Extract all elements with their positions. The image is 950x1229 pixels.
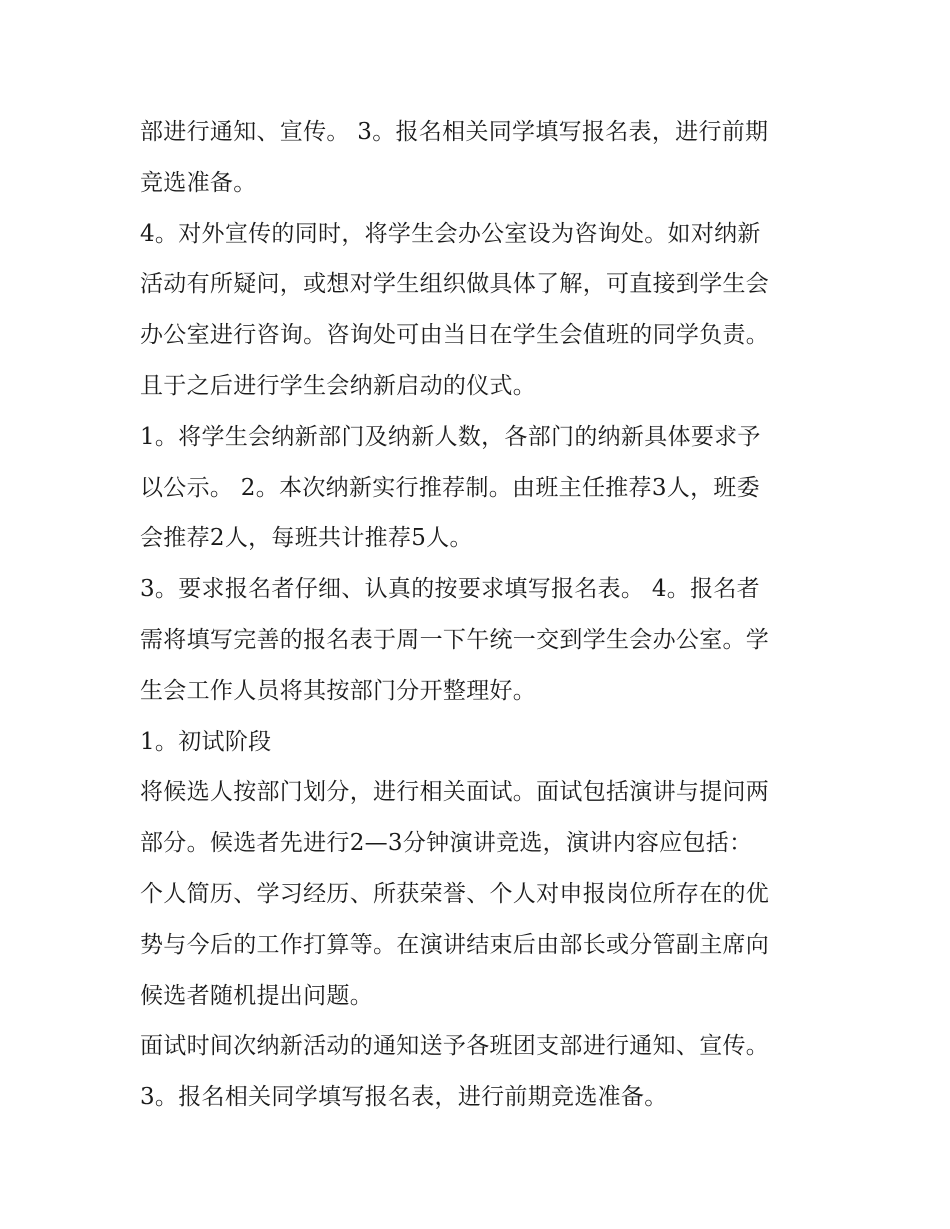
text-line: 面试时间次纳新活动的通知送予各班团支部进行通知、宣传。: [140, 1033, 770, 1060]
text-line: 个人简历、学习经历、所获荣誉、个人对申报岗位所存在的优: [140, 880, 770, 907]
text-line: 候选者随机提出问题。: [140, 982, 373, 1009]
text-line: 需将填写完善的报名表于周一下午统一交到学生会办公室。学: [140, 626, 770, 653]
text-line: 部进行通知、宣传。 3。报名相关同学填写报名表，进行前期: [140, 119, 769, 145]
text-line: 且于之后进行学生会纳新启动的仪式。: [140, 372, 537, 399]
document-body: [140, 107, 840, 1123]
text-line: 势与今后的工作打算等。在演讲结束后由部长或分管副主席向: [140, 931, 770, 958]
text-line: 1。将学生会纳新部门及纳新人数，各部门的纳新具体要求予: [140, 423, 761, 450]
text-line: 活动有所疑问，或想对学生组织做具体了解，可直接到学生会: [140, 271, 770, 298]
text-line: 以公示。 2。本次纳新实行推荐制。由班主任推荐3人，班委: [140, 474, 760, 501]
text-line: 3。报名相关同学填写报名表，进行前期竞选准备。: [140, 1084, 668, 1111]
text-line: 竞选准备。: [140, 169, 257, 196]
text-line: 将候选人按部门划分，进行相关面试。面试包括演讲与提问两: [140, 779, 770, 806]
text-line: 办公室进行咨询。咨询处可由当日在学生会值班的同学负责。: [140, 322, 770, 349]
text-line: 3。要求报名者仔细、认真的按要求填写报名表。 4。报名者: [140, 576, 760, 603]
text-line: 1。初试阶段: [140, 728, 272, 755]
text-line: 部分。候选者先进行2—3分钟演讲竞选，演讲内容应包括：: [140, 830, 753, 857]
text-line: 会推荐2人，每班共计推荐5人。: [140, 525, 473, 552]
text-line: 生会工作人员将其按部门分开整理好。: [140, 677, 537, 704]
text-line: 4。对外宣传的同时，将学生会办公室设为咨询处。如对纳新: [140, 220, 761, 247]
